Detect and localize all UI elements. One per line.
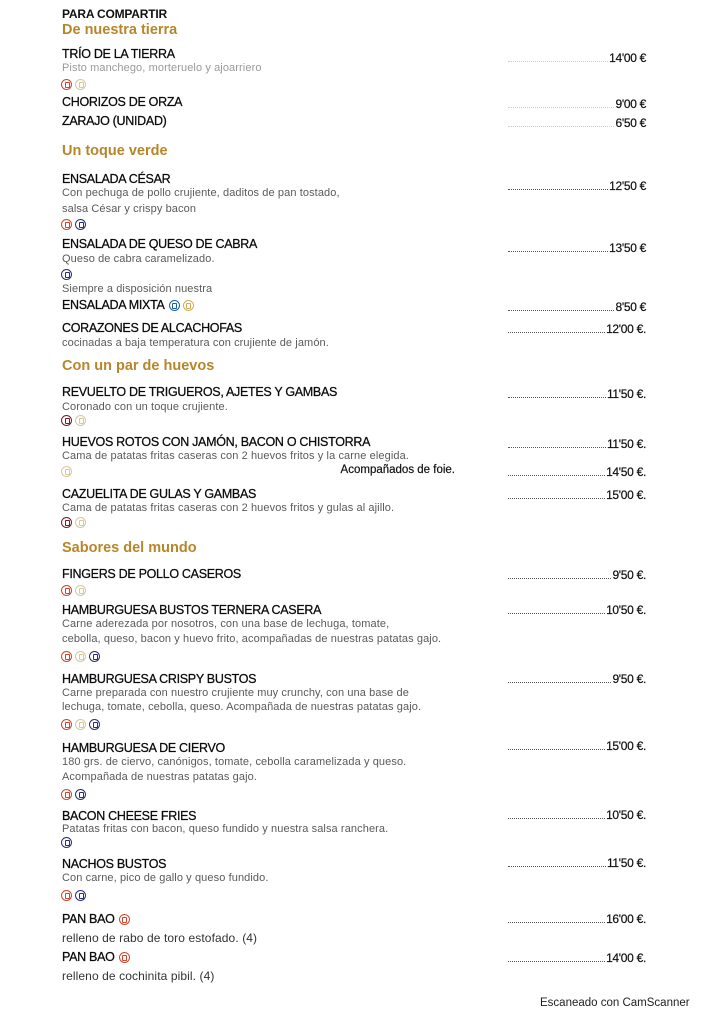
price-value: 15'00 €. xyxy=(606,488,646,502)
price-value: 12'50 € xyxy=(609,179,646,193)
item-description: relleno de rabo de toro estofado. (4) xyxy=(62,931,258,945)
allergen-cream-icon xyxy=(75,651,86,662)
item-description: Con pechuga de pollo crujiente, daditos de pan tostado, xyxy=(62,187,340,199)
item-price xyxy=(508,179,646,193)
allergen-navy-icon xyxy=(75,789,86,800)
allergen-gold-icon xyxy=(183,300,194,311)
leader-dots xyxy=(508,475,605,476)
item-description: lechuga, tomate, cebolla, queso. Acompañada de nuestras patatas gajo. xyxy=(62,701,422,713)
allergen-cream-icon xyxy=(75,585,86,596)
item-description: Queso de cabra caramelizado. xyxy=(62,253,215,265)
item-availability-note: Siempre a disposición nuestra xyxy=(62,283,213,295)
price-value: 11'50 €. xyxy=(606,856,646,870)
leader-dots xyxy=(508,126,614,127)
allergen-red-icon xyxy=(61,789,72,800)
item-description: Acompañada de nuestras patatas gajo. xyxy=(62,771,258,783)
allergen-navy-icon xyxy=(61,269,72,280)
section-title: Sabores del mundo xyxy=(62,540,197,556)
allergen-red-icon xyxy=(61,585,72,596)
leader-dots xyxy=(508,922,605,923)
allergen-darkred-icon xyxy=(61,517,72,528)
item-price xyxy=(508,465,646,479)
item-description: Carne preparada con nuestro crujiente muy crunchy, con una base de xyxy=(62,687,409,699)
leader-dots xyxy=(508,749,605,750)
allergen-cream-icon xyxy=(75,719,86,730)
item-price xyxy=(508,51,646,65)
item-name: BACON CHEESE FRIES xyxy=(62,809,197,823)
allergen-red-icon xyxy=(61,719,72,730)
allergen-red-icon xyxy=(119,914,130,925)
item-name: HAMBURGUESA DE CIERVO xyxy=(62,741,225,755)
item-price xyxy=(508,97,646,111)
leader-dots xyxy=(508,310,614,311)
section-title: Con un par de huevos xyxy=(62,358,215,374)
item-name: ZARAJO (UNIDAD) xyxy=(62,114,167,128)
scanner-watermark: Escaneado con CamScanner xyxy=(540,997,690,1009)
leader-dots xyxy=(508,107,614,108)
price-value: 14'00 €. xyxy=(606,951,646,965)
leader-dots xyxy=(508,961,605,962)
leader-dots xyxy=(508,332,605,333)
allergen-darkred-icon xyxy=(61,415,72,426)
price-value: 14'50 €. xyxy=(606,465,646,479)
item-description: Cama de patatas fritas caseras con 2 huevos fritos y la carne elegida. xyxy=(62,450,409,462)
item-description: salsa César y crispy bacon xyxy=(62,203,197,215)
leader-dots xyxy=(508,397,606,398)
leader-dots xyxy=(508,613,605,614)
item-description: Con carne, pico de gallo y queso fundido. xyxy=(62,872,269,884)
item-description: relleno de cochinita pibil. (4) xyxy=(62,969,215,983)
item-name: FINGERS DE POLLO CASEROS xyxy=(62,567,241,581)
item-description: cocinadas a baja temperatura con crujiente de jamón. xyxy=(62,337,329,349)
category-heading: PARA COMPARTIR xyxy=(62,7,167,21)
price-value: 12'00 €. xyxy=(606,322,646,336)
price-value: 9'50 €. xyxy=(612,568,646,582)
item-price xyxy=(508,568,646,582)
item-price xyxy=(508,300,646,314)
item-name: NACHOS BUSTOS xyxy=(62,857,167,871)
allergen-cream-icon xyxy=(75,79,86,90)
item-price xyxy=(508,387,646,401)
allergen-navy-icon xyxy=(61,837,72,848)
item-description: Coronado con un toque crujiente. xyxy=(62,401,228,413)
allergen-cream-icon xyxy=(61,466,72,477)
allergen-red-icon xyxy=(61,890,72,901)
price-value: 10'50 €. xyxy=(606,603,646,617)
allergen-red-icon xyxy=(61,651,72,662)
price-value: 8'50 € xyxy=(615,300,646,314)
item-extra-option: Acompañados de foie. xyxy=(340,464,455,476)
item-description: Cama de patatas fritas caseras con 2 huevos fritos y gulas al ajillo. xyxy=(62,502,395,514)
allergen-navy-icon xyxy=(75,219,86,230)
item-price xyxy=(508,912,646,926)
item-price xyxy=(508,603,646,617)
allergen-navy-icon xyxy=(89,651,100,662)
item-name: PAN BAO xyxy=(62,950,115,964)
allergen-blue-icon xyxy=(169,300,180,311)
item-description: Carne aderezada por nosotros, con una base de lechuga, tomate, xyxy=(62,618,390,630)
item-price xyxy=(508,951,646,965)
item-price xyxy=(508,808,646,822)
item-description: 180 grs. de ciervo, canónigos, tomate, cebolla caramelizada y queso. xyxy=(62,756,407,768)
price-value: 14'00 € xyxy=(609,51,646,65)
section-title: De nuestra tierra xyxy=(62,22,178,38)
price-value: 9'00 € xyxy=(615,97,646,111)
item-name: PAN BAO xyxy=(62,912,115,926)
item-name: ENSALADA DE QUESO DE CABRA xyxy=(62,237,258,251)
item-price xyxy=(508,241,646,255)
allergen-cream-icon xyxy=(75,415,86,426)
item-description: Pisto manchego, morteruelo y ajoarriero xyxy=(62,62,262,74)
price-value: 9'50 €. xyxy=(612,672,646,686)
price-value: 11'50 €. xyxy=(606,387,646,401)
allergen-navy-icon xyxy=(89,719,100,730)
leader-dots xyxy=(508,866,606,867)
leader-dots xyxy=(508,682,611,683)
price-value: 16'00 €. xyxy=(606,912,646,926)
item-name: REVUELTO DE TRIGUEROS, AJETES Y GAMBAS xyxy=(62,385,338,399)
item-name: TRÍO DE LA TIERRA xyxy=(62,47,175,61)
leader-dots xyxy=(508,818,605,819)
item-name: HUEVOS ROTOS CON JAMÓN, BACON O CHISTORRA xyxy=(62,435,371,449)
allergen-red-icon xyxy=(61,219,72,230)
leader-dots xyxy=(508,498,605,499)
leader-dots xyxy=(508,578,611,579)
item-price xyxy=(508,437,646,451)
item-name: CHORIZOS DE ORZA xyxy=(62,95,183,109)
allergen-red-icon xyxy=(119,952,130,963)
leader-dots xyxy=(508,189,608,190)
item-price xyxy=(508,322,646,336)
price-value: 10'50 €. xyxy=(606,808,646,822)
allergen-red-icon xyxy=(61,79,72,90)
item-price xyxy=(508,672,646,686)
price-value: 13'50 € xyxy=(609,241,646,255)
section-title: Un toque verde xyxy=(62,143,168,159)
leader-dots xyxy=(508,61,608,62)
item-name: CAZUELITA DE GULAS Y GAMBAS xyxy=(62,487,257,501)
item-price xyxy=(508,116,646,130)
item-description: Patatas fritas con bacon, queso fundido y nuestra salsa ranchera. xyxy=(62,823,389,835)
price-value: 15'00 €. xyxy=(606,739,646,753)
item-price xyxy=(508,739,646,753)
item-price xyxy=(508,856,646,870)
item-name: ENSALADA CÉSAR xyxy=(62,172,171,186)
leader-dots xyxy=(508,447,606,448)
price-value: 6'50 € xyxy=(615,116,646,130)
item-name: HAMBURGUESA BUSTOS TERNERA CASERA xyxy=(62,603,322,617)
item-price xyxy=(508,488,646,502)
item-name: ENSALADA MIXTA xyxy=(62,298,165,312)
leader-dots xyxy=(508,251,608,252)
item-name: CORAZONES DE ALCACHOFAS xyxy=(62,321,242,335)
allergen-navy-icon xyxy=(75,890,86,901)
item-name: HAMBURGUESA CRISPY BUSTOS xyxy=(62,672,257,686)
allergen-cream-icon xyxy=(75,517,86,528)
price-value: 11'50 €. xyxy=(606,437,646,451)
item-description: cebolla, queso, bacon y huevo frito, acompañadas de nuestras patatas gajo. xyxy=(62,633,442,645)
